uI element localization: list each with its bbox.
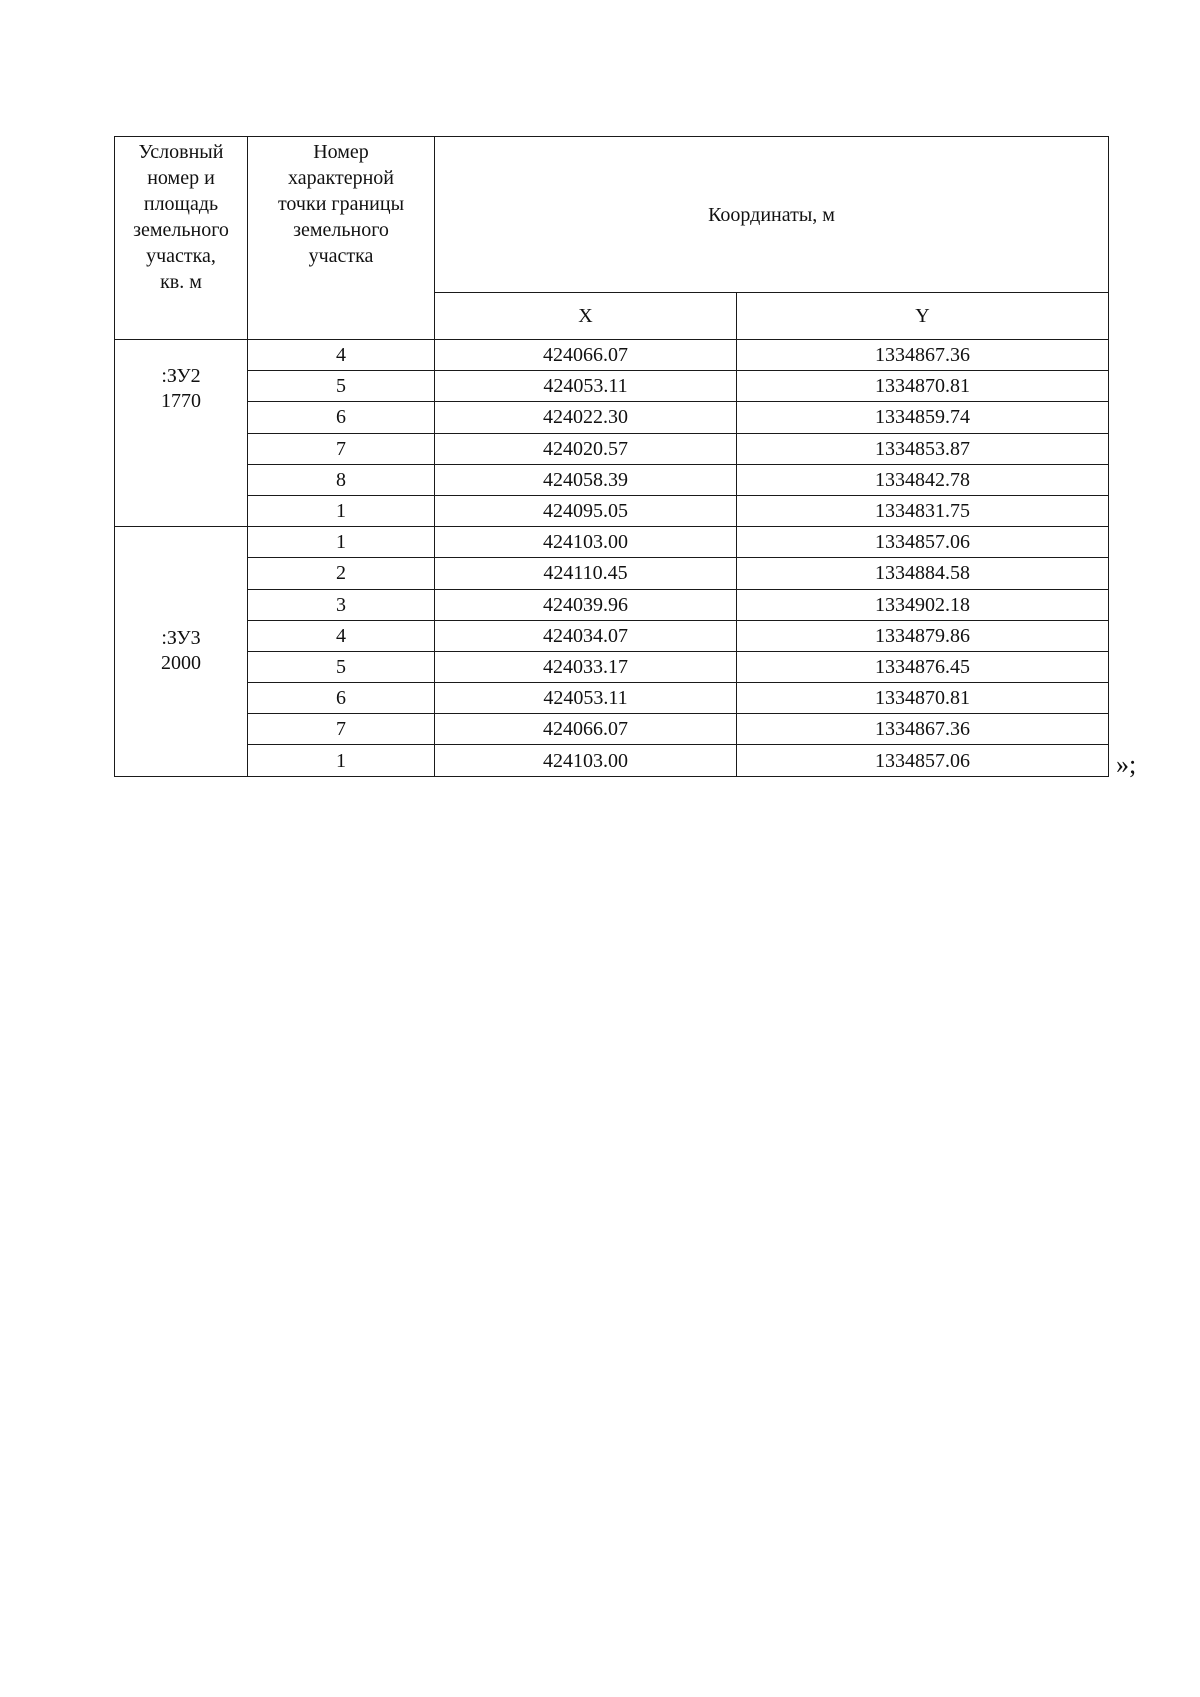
x-coordinate-cell: 424058.39 [435, 464, 737, 495]
point-number-cell: 2 [248, 558, 435, 589]
x-coordinate-cell: 424053.11 [435, 683, 737, 714]
parcel-id: :ЗУ2 [161, 365, 201, 387]
y-coordinate-cell: 1334884.58 [737, 558, 1109, 589]
table-row [115, 371, 1109, 402]
y-coordinate-cell: 1334831.75 [737, 495, 1109, 526]
x-coordinate-cell: 424066.07 [435, 714, 737, 745]
y-coordinate-cell: 1334857.06 [737, 527, 1109, 558]
y-coordinate-cell: 1334902.18 [737, 589, 1109, 620]
x-coordinate-cell: 424095.05 [435, 495, 737, 526]
closing-quote-mark: »; [1116, 750, 1137, 779]
x-coordinate-cell: 424103.00 [435, 527, 737, 558]
table-row [115, 683, 1109, 714]
table-row [115, 495, 1109, 526]
table-row [115, 558, 1109, 589]
table-row [115, 620, 1109, 651]
x-coordinate-cell: 424039.96 [435, 589, 737, 620]
table-body [115, 340, 1109, 777]
y-coordinate-cell: 1334842.78 [737, 464, 1109, 495]
table-row [115, 589, 1109, 620]
x-coordinate-cell: 424066.07 [435, 340, 737, 371]
point-number-cell: 1 [248, 745, 435, 776]
x-coordinate-cell: 424053.11 [435, 371, 737, 402]
point-number-cell: 3 [248, 589, 435, 620]
table-row [115, 433, 1109, 464]
y-coordinate-cell: 1334859.74 [737, 402, 1109, 433]
point-number-cell: 5 [248, 651, 435, 682]
x-coordinate-cell: 424034.07 [435, 620, 737, 651]
table-row [115, 651, 1109, 682]
y-coordinate-cell: 1334870.81 [737, 683, 1109, 714]
table-row [115, 402, 1109, 433]
x-coordinate-cell: 424103.00 [435, 745, 737, 776]
y-coordinate-cell: 1334867.36 [737, 714, 1109, 745]
x-coordinate-cell: 424110.45 [435, 558, 737, 589]
header-coordinates: Координаты, м [435, 137, 1109, 293]
point-number-cell: 4 [248, 340, 435, 371]
x-coordinate-cell: 424022.30 [435, 402, 737, 433]
point-number-cell: 1 [248, 527, 435, 558]
table-row [115, 340, 1109, 371]
point-number-cell: 8 [248, 464, 435, 495]
x-coordinate-cell: 424033.17 [435, 651, 737, 682]
header-boundary-point-number: Номер характерной точки границы земельного участка [248, 137, 435, 340]
table-row [115, 714, 1109, 745]
parcel-area: 1770 [161, 390, 201, 412]
point-number-cell: 6 [248, 683, 435, 714]
y-coordinate-cell: 1334870.81 [737, 371, 1109, 402]
point-number-cell: 5 [248, 371, 435, 402]
coordinates-table [114, 136, 1109, 777]
header-x: X [435, 293, 737, 340]
table-row [115, 464, 1109, 495]
parcel-id: :ЗУ3 [161, 627, 201, 650]
point-number-cell: 7 [248, 714, 435, 745]
point-number-cell: 7 [248, 433, 435, 464]
x-coordinate-cell: 424020.57 [435, 433, 737, 464]
y-coordinate-cell: 1334879.86 [737, 620, 1109, 651]
parcel-cell [115, 340, 248, 527]
point-number-cell: 4 [248, 620, 435, 651]
y-coordinate-cell: 1334867.36 [737, 340, 1109, 371]
y-coordinate-cell: 1334876.45 [737, 651, 1109, 682]
point-number-cell: 6 [248, 402, 435, 433]
parcel-cell [115, 527, 248, 777]
header-parcel-number-area: Условный номер и площадь земельного участка, кв. м [115, 137, 248, 340]
y-coordinate-cell: 1334853.87 [737, 433, 1109, 464]
table-row [115, 745, 1109, 776]
y-coordinate-cell: 1334857.06 [737, 745, 1109, 776]
point-number-cell: 1 [248, 495, 435, 526]
parcel-area: 2000 [161, 652, 201, 675]
table-row [115, 527, 1109, 558]
header-y: Y [737, 293, 1109, 340]
